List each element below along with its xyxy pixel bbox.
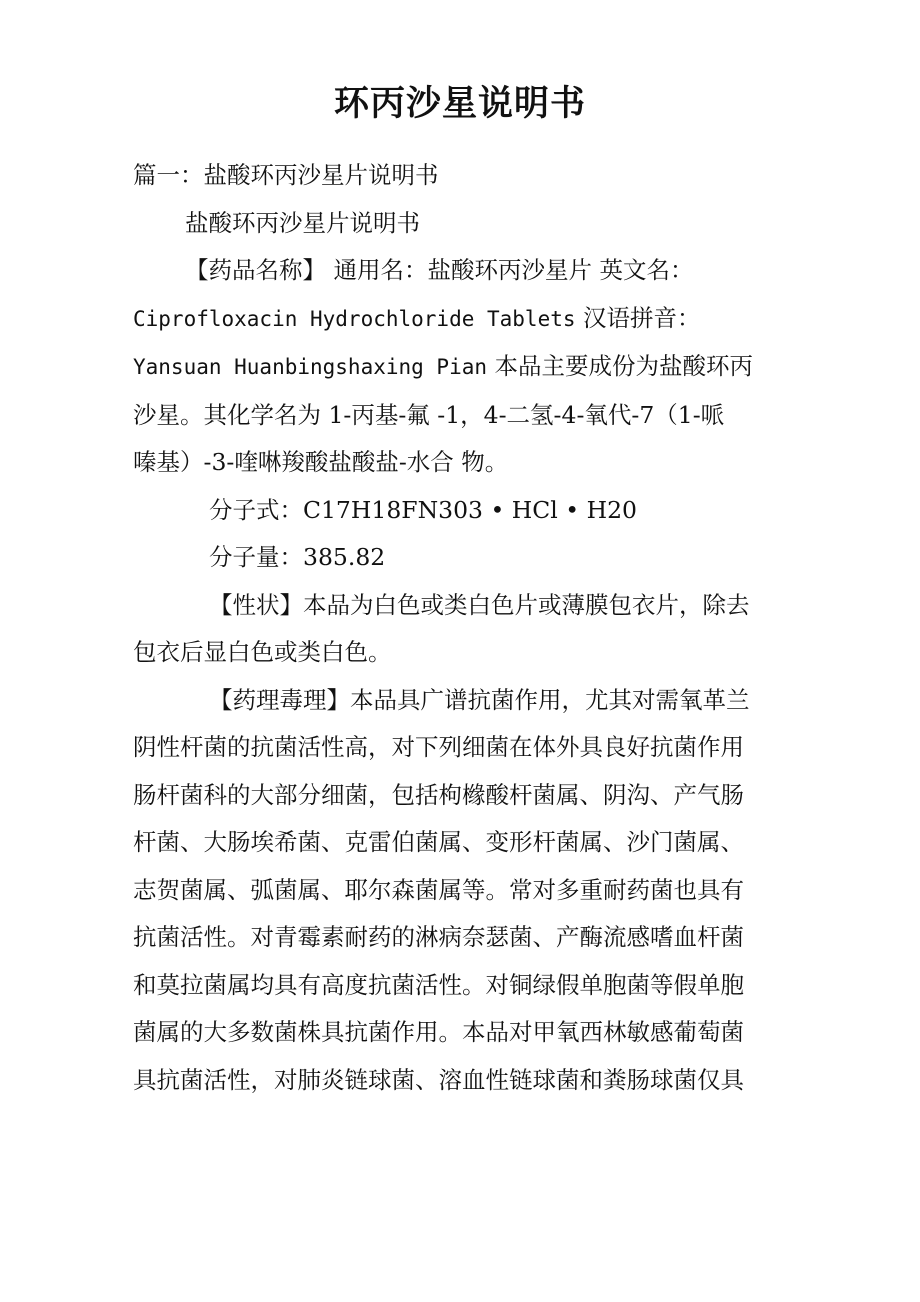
ingredient-text: 本品主要成份为盐酸环丙: [487, 352, 753, 380]
text-line: 【药理毒理】本品具广谱抗菌作用，尤其对需氧革兰: [209, 685, 750, 714]
english-name: Ciprofloxacin Hydrochloride Tablets: [133, 306, 576, 331]
text-line: 肠杆菌科的大部分细菌，包括枸橼酸杆菌属、阴沟、产气肠: [133, 780, 744, 809]
drug-name-paragraph: [133, 247, 781, 487]
text-line: 【药品名称】 通用名：盐酸环丙沙星片 英文名：: [185, 256, 694, 284]
subheading: 盐酸环丙沙星片说明书: [185, 208, 420, 237]
text-line: [133, 295, 781, 344]
appearance-paragraph: [133, 582, 781, 677]
document-title: 环丙沙星说明书: [333, 83, 586, 124]
pinyin-name: Yansuan Huanbingshaxing Pian: [133, 355, 488, 379]
text-line: 沙星。其化学名为 1-丙基-氟 -1，4-二氢-4-氧代-7（1-哌: [133, 400, 725, 429]
text-line: 和莫拉菌属均具有高度抗菌活性。对铜绿假单胞菌等假单胞: [133, 970, 744, 999]
text-line: 阴性杆菌的抗菌活性高，对下列细菌在体外具良好抗菌作用: [133, 733, 744, 761]
text-line: [133, 343, 781, 392]
text-line: 杆菌、大肠埃希菌、克雷伯菌属、变形杆菌属、沙门菌属、: [133, 828, 744, 856]
section-heading: 篇一：盐酸环丙沙星片说明书: [133, 161, 439, 189]
text-line: 具抗菌活性，对肺炎链球菌、溶血性链球菌和粪肠球菌仅具: [133, 1065, 744, 1094]
molecular-formula: 分子式：C17H18FN303 • HCl • H20: [209, 495, 637, 524]
text-line: 嗪基）-3-喹啉羧酸盐酸盐-水合 物。: [133, 448, 509, 476]
text-line: 【性状】本品为白色或类白色片或薄膜包衣片，除去: [209, 590, 750, 619]
pharmacology-paragraph: [133, 677, 781, 1105]
pinyin-label: 汉语拼音：: [575, 303, 701, 332]
text-line: 志贺菌属、弧菌属、耶尔森菌属等。常对多重耐药菌也具有: [133, 875, 744, 904]
text-line: 菌属的大多数菌株具抗菌作用。本品对甲氧西林敏感葡萄菌: [133, 1018, 744, 1046]
document-body: [133, 152, 781, 1104]
text-line: 包衣后显白色或类白色。: [133, 638, 392, 666]
molecular-weight: 分子量：385.82: [209, 543, 386, 571]
text-line: 抗菌活性。对青霉素耐药的淋病奈瑟菌、产酶流感嗜血杆菌: [133, 923, 744, 951]
